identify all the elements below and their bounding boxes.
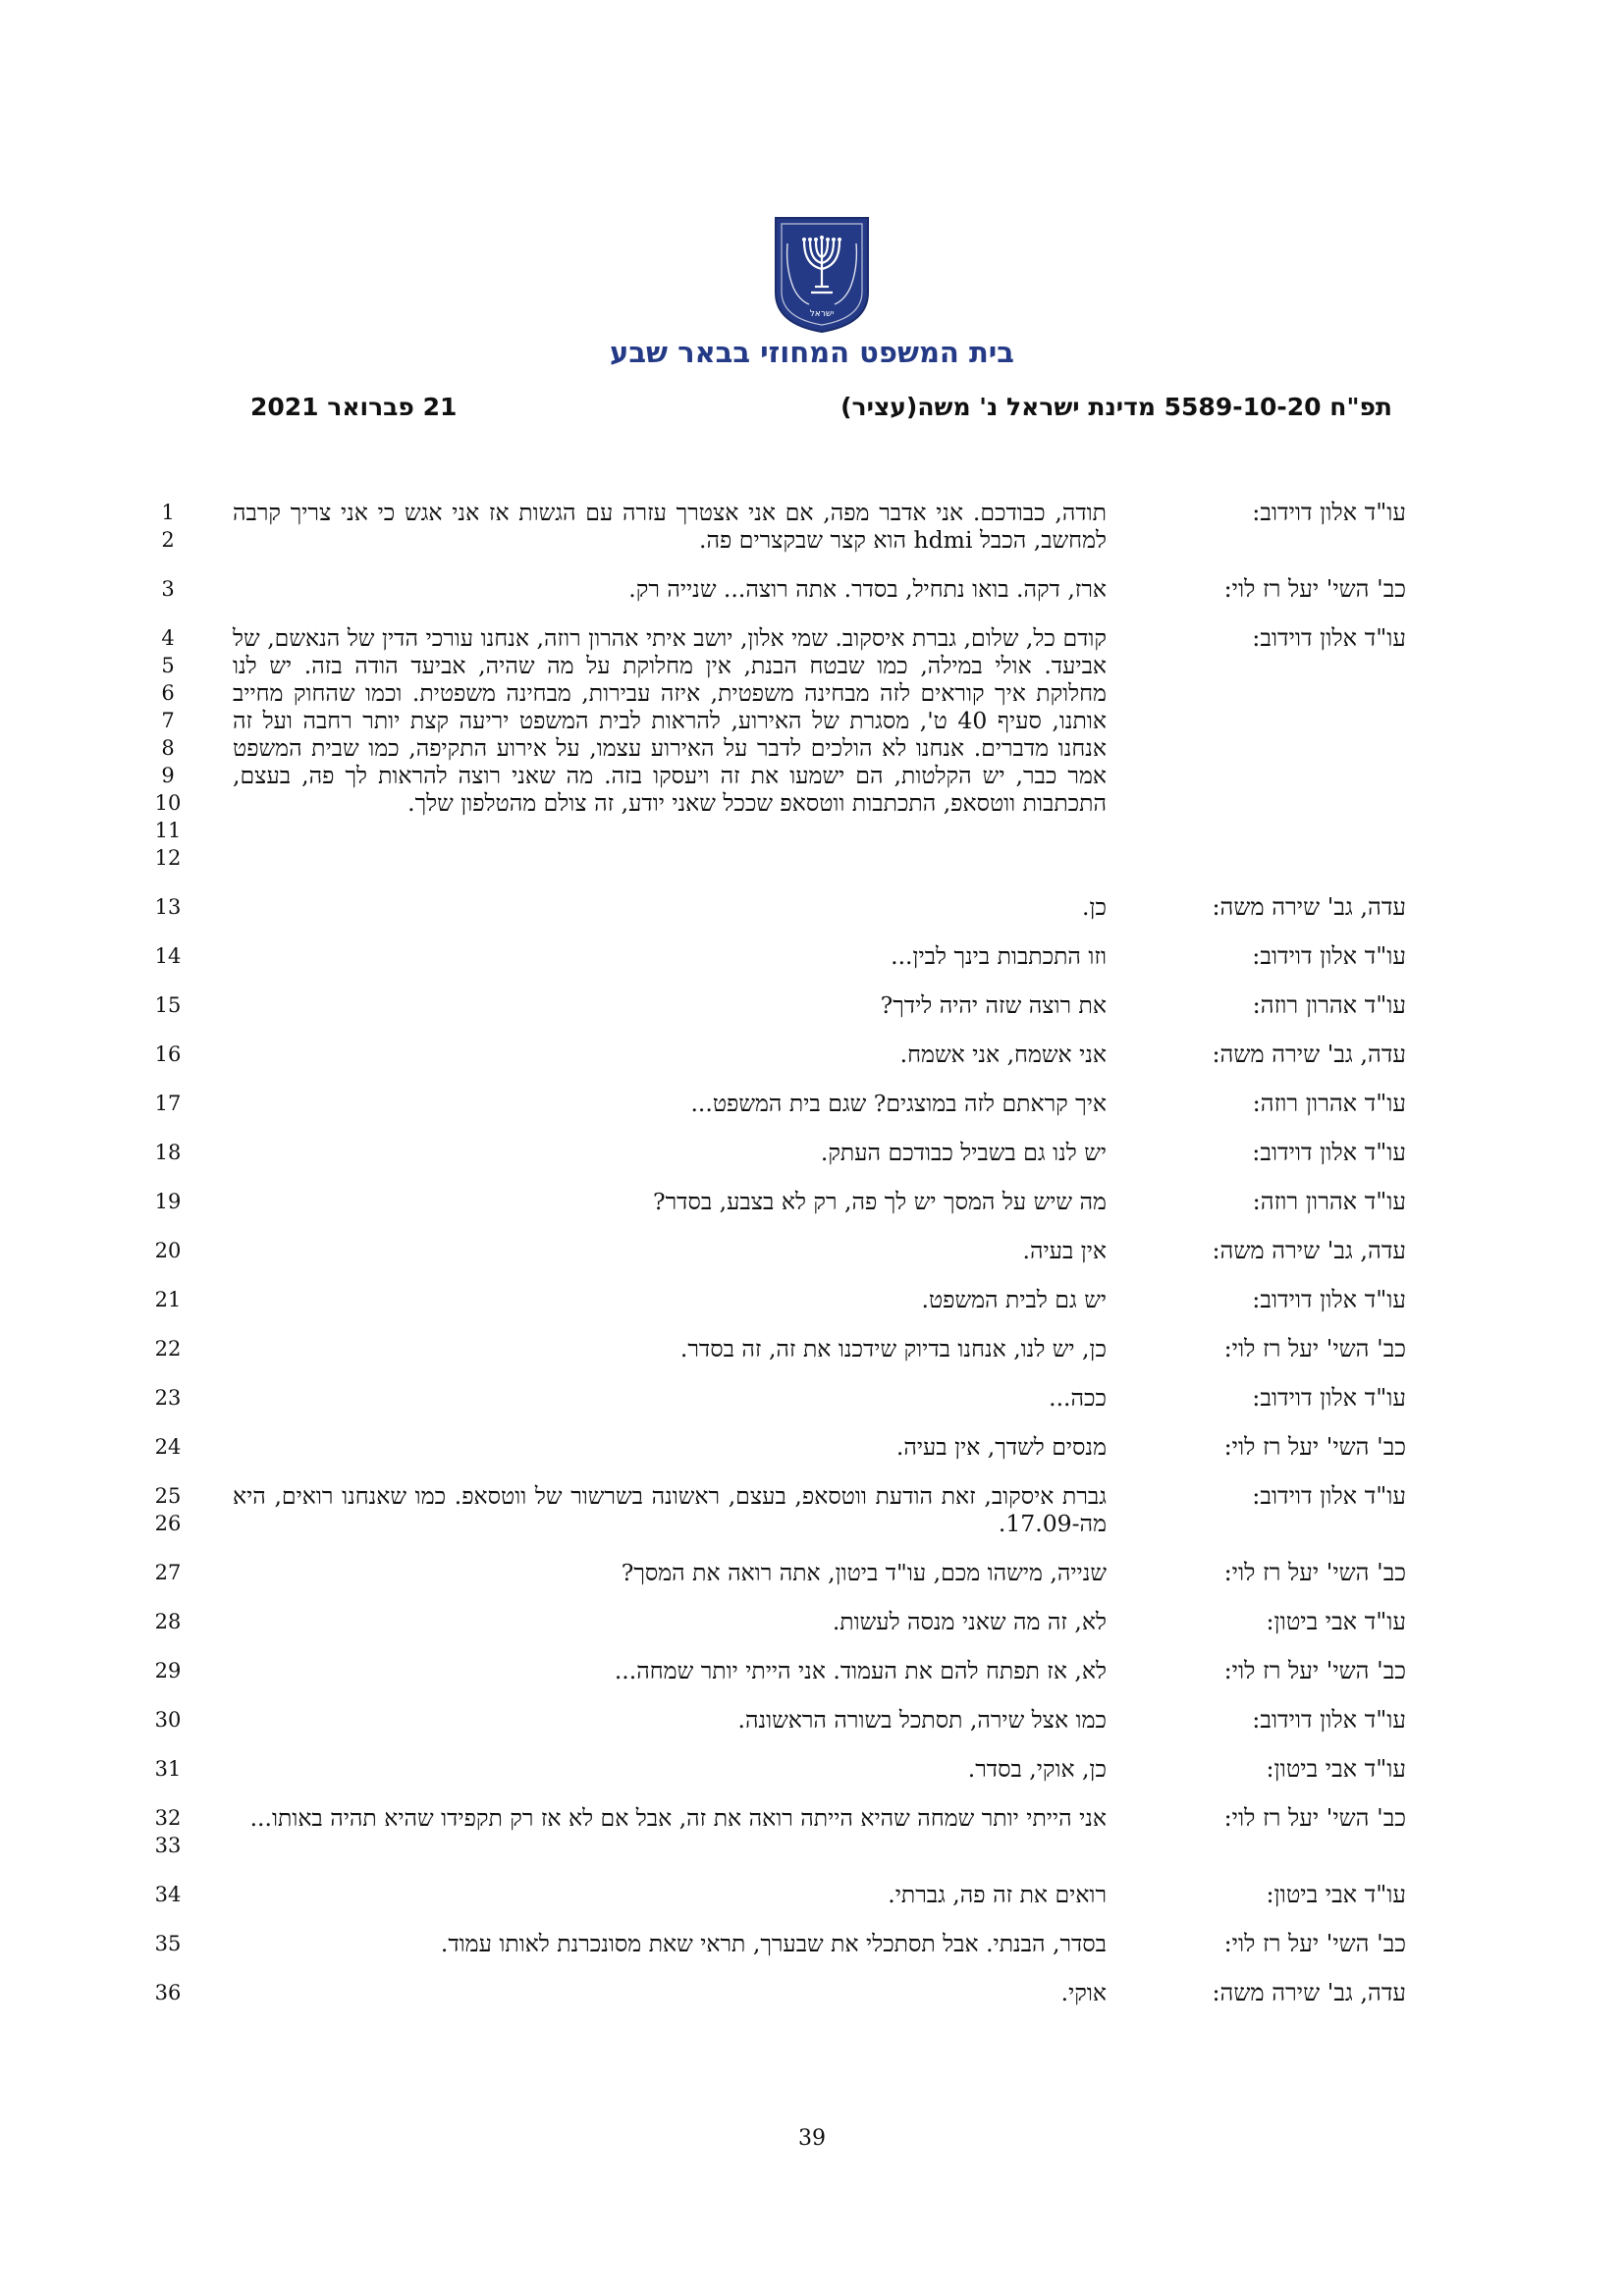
line-number: 30 xyxy=(154,1708,182,1732)
line-number: 2 xyxy=(161,528,175,552)
line-number: 20 xyxy=(154,1239,182,1262)
speaker-label: עו"ד אלון דוידוב: xyxy=(1252,624,1406,652)
svg-text:ישראל: ישראל xyxy=(809,309,835,319)
line-number: 34 xyxy=(154,1883,182,1906)
speaker-label: עו"ד אלון דוידוב: xyxy=(1252,1139,1406,1166)
utterance-text: מנסים לשדך, אין בעיה. xyxy=(895,1433,1107,1461)
line-number: 22 xyxy=(154,1337,182,1361)
line-number: 1 xyxy=(161,501,175,524)
speaker-label: עדה, גב' שירה משה: xyxy=(1212,1237,1406,1264)
line-number: 5 xyxy=(161,654,175,677)
speaker-label: עו"ד אבי ביטון: xyxy=(1266,1755,1406,1783)
speaker-label: עו"ד אהרון רוזה: xyxy=(1252,1090,1406,1117)
line-number: 24 xyxy=(154,1435,182,1459)
line-number: 6 xyxy=(161,681,175,705)
utterance-text: כן. xyxy=(1082,893,1107,921)
speaker-label: עו"ד אלון דוידוב: xyxy=(1252,499,1406,526)
line-number: 13 xyxy=(154,895,182,919)
line-number: 7 xyxy=(161,709,175,732)
speaker-label: כב' השי' יעל רז לוי: xyxy=(1223,1335,1406,1362)
line-number: 33 xyxy=(154,1834,182,1857)
utterance-text: לא, זה מה שאני מנסה לעשות. xyxy=(832,1608,1107,1635)
hearing-date: 21 פברואר 2021 xyxy=(250,393,458,421)
utterance-text: לא, אז תפתח להם את העמוד. אני הייתי יותר שמחה... xyxy=(614,1657,1107,1684)
line-number: 19 xyxy=(154,1190,182,1213)
utterance-text: אני הייתי יותר שמחה שהיא הייתה רואה את זה, אבל אם לא אז רק תקפידו שהיא תהיה באותו... xyxy=(249,1804,1107,1832)
line-number: 15 xyxy=(154,993,182,1017)
speaker-label: עו"ד אלון דוידוב: xyxy=(1252,1384,1406,1412)
line-number: 27 xyxy=(154,1561,182,1584)
utterance-text: את רוצה שזה יהיה לידך? xyxy=(880,991,1107,1019)
speaker-label: עו"ד אלון דוידוב: xyxy=(1252,1286,1406,1313)
line-number: 29 xyxy=(154,1659,182,1682)
line-number: 16 xyxy=(154,1042,182,1066)
case-title: תפ"ח 5589-10-20 מדינת ישראל נ' משה(עציר) xyxy=(840,393,1392,421)
speaker-label: עו"ד אלון דוידוב: xyxy=(1252,942,1406,970)
line-number: 21 xyxy=(154,1288,182,1311)
speaker-label: עו"ד אהרון רוזה: xyxy=(1252,991,1406,1019)
page-number: 39 xyxy=(798,2126,826,2151)
court-name: בית המשפט המחוזי בבאר שבע xyxy=(610,336,1014,369)
line-number: 36 xyxy=(154,1981,182,2004)
utterance-text: יש לנו גם בשביל כבודכם העתק. xyxy=(820,1139,1107,1166)
speaker-label: עדה, גב' שירה משה: xyxy=(1212,1979,1406,2006)
utterance-text: יש גם לבית המשפט. xyxy=(921,1286,1107,1313)
speaker-label: כב' השי' יעל רז לוי: xyxy=(1223,1657,1406,1684)
speaker-label: כב' השי' יעל רז לוי: xyxy=(1223,1433,1406,1461)
line-number: 9 xyxy=(161,764,175,787)
line-number: 12 xyxy=(154,846,182,870)
utterance-text: וזו התכתבות בינך לבין... xyxy=(891,942,1107,970)
speaker-label: עו"ד אבי ביטון: xyxy=(1266,1881,1406,1908)
line-number: 23 xyxy=(154,1386,182,1410)
speaker-label: כב' השי' יעל רז לוי: xyxy=(1223,1804,1406,1832)
speaker-label: כב' השי' יעל רז לוי: xyxy=(1223,1559,1406,1586)
line-number: 28 xyxy=(154,1610,182,1633)
utterance-text: ארז, דקה. בואו נתחיל, בסדר. אתה רוצה... שנייה רק. xyxy=(628,575,1107,603)
line-number: 10 xyxy=(154,791,182,815)
utterance-text: רואים את זה פה, גברתי. xyxy=(888,1881,1107,1908)
speaker-label: עו"ד אהרון רוזה: xyxy=(1252,1188,1406,1215)
line-number: 4 xyxy=(161,626,175,650)
utterance-text: כמו אצל שירה, תסתכל בשורה הראשונה. xyxy=(737,1706,1107,1734)
line-number: 25 xyxy=(154,1484,182,1508)
speaker-label: כב' השי' יעל רז לוי: xyxy=(1223,575,1406,603)
line-number: 31 xyxy=(154,1757,182,1781)
speaker-label: עדה, גב' שירה משה: xyxy=(1212,1041,1406,1068)
utterance-text: תודה, כבודכם. אני אדבר מפה, אם אני אצטרך עזרה עם הגשות אז אני אגש כי אני צריך קרבה למחשב, הכבל hdmi הוא קצר שבקצרים פה. xyxy=(233,499,1107,554)
line-number: 17 xyxy=(154,1092,182,1115)
utterance-text: איך קראתם לזה במוצגים? שגם בית המשפט... xyxy=(690,1090,1107,1117)
speaker-label: עו"ד אבי ביטון: xyxy=(1266,1608,1406,1635)
line-number: 32 xyxy=(154,1806,182,1830)
line-number: 14 xyxy=(154,944,182,968)
utterance-text: אוקי. xyxy=(1060,1979,1107,2006)
line-number: 26 xyxy=(154,1512,182,1535)
speaker-label: כב' השי' יעל רז לוי: xyxy=(1223,1930,1406,1957)
utterance-text: אני אשמח, אני אשמח. xyxy=(899,1041,1107,1068)
line-number: 35 xyxy=(154,1932,182,1955)
utterance-text: ככה... xyxy=(1049,1384,1107,1412)
speaker-label: עו"ד אלון דוידוב: xyxy=(1252,1706,1406,1734)
utterance-text: בסדר, הבנתי. אבל תסתכלי את שבערך, תראי שאת מסונכרנת לאותו עמוד. xyxy=(440,1930,1107,1957)
line-number: 3 xyxy=(161,577,175,601)
utterance-text: מה שיש על המסך יש לך פה, רק לא בצבע, בסדר? xyxy=(653,1188,1107,1215)
speaker-label: עדה, גב' שירה משה: xyxy=(1212,893,1406,921)
speaker-label: עו"ד אלון דוידוב: xyxy=(1252,1482,1406,1510)
utterance-text: אין בעיה. xyxy=(1022,1237,1107,1264)
line-number: 8 xyxy=(161,736,175,760)
utterance-text: קודם כל, שלום, גברת איסקוב. שמי אלון, יושב איתי אהרון רוזה, אנחנו עורכי הדין של הנאשם, של אביעד. אולי במילה, כמו שבטח הבנת, אין מחלוקת על מה שהיה, אביעד הודה בזה. יש לנו מחלוקת איך קוראים לזה מבחינה משפטית, איזה עבירות, מבחינה משפטית. וכמו שהחוק מחייב אותנו, סעיף 40 ט', מסגרת של האירוע, להראות לבית המשפט יריעה קצת יותר רחבה ועל זה אנחנו מדברים. אנחנו לא הולכים לדבר על האירוע עצמו, על אירוע התקיפה, כמו שבית המשפט אמר כבר, יש הקלטות, הם ישמעו את זה ויעסקו בזה. מה שאני רוצה להראות לך פה, בעצם, התכתבות ווטסאפ, התכתבות ווטסאפ שככל שאני יודע, זה צולם מהטלפון שלך. xyxy=(233,624,1107,817)
utterance-text: כן, יש לנו, אנחנו בדיוק שידכנו את זה, זה בסדר. xyxy=(679,1335,1107,1362)
line-number: 11 xyxy=(154,819,182,842)
utterance-text: כן, אוקי, בסדר. xyxy=(967,1755,1107,1783)
utterance-text: גברת איסקוב, זאת הודעת ווטסאפ, בעצם, ראשונה בשרשור של ווטסאפ. כמו שאנחנו רואים, היא מה-17.09. xyxy=(233,1482,1107,1537)
line-number: 18 xyxy=(154,1141,182,1164)
utterance-text: שנייה, מישהו מכם, עו"ד ביטון, אתה רואה את המסך? xyxy=(621,1559,1107,1586)
